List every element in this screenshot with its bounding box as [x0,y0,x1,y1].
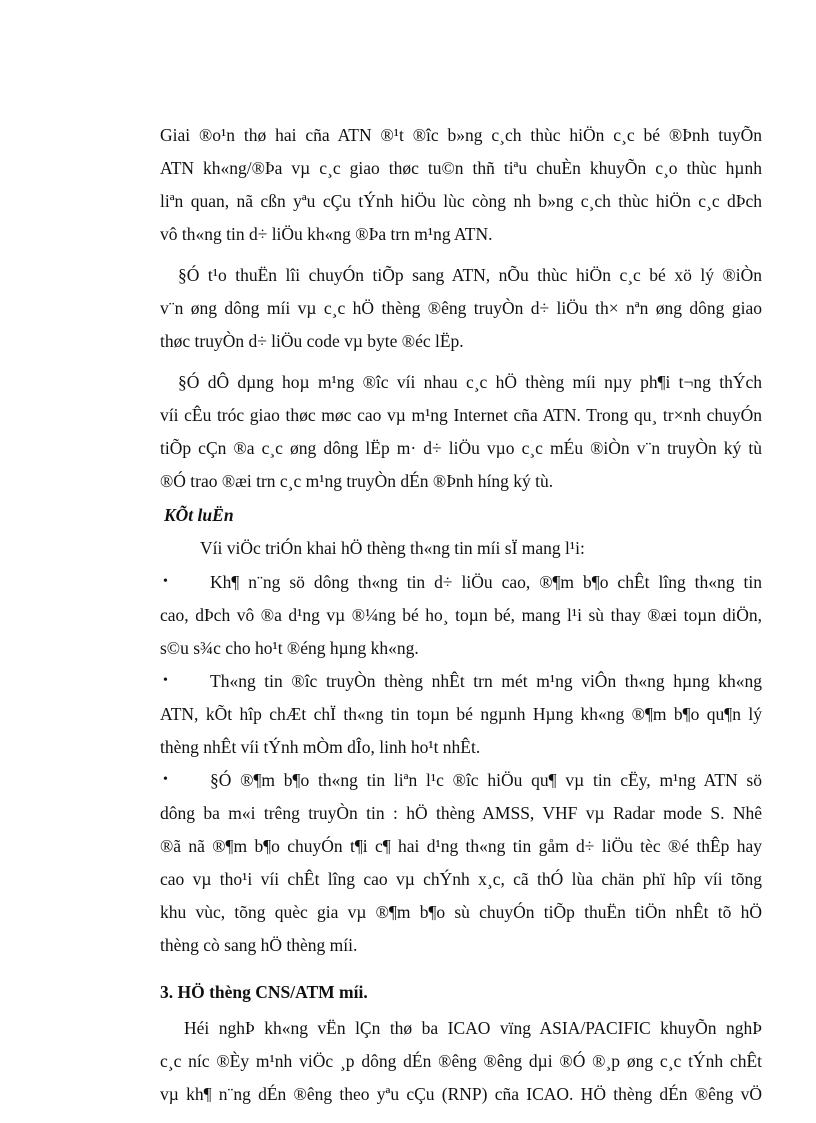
paragraph-2-line-3: thøc truyÒn d÷ liÖu code vµ byte ®éc lËp. [160,331,464,351]
paragraph-1-line-3: liªn quan, nã cßn yªu cÇu tÝnh hiÖu lùc còng nh b»ng c¸ch thùc hiÖn c¸c dÞch [160,191,762,211]
paragraph-3-line-4: ®Ó trao ®æi trn c¸c m¹ng truyÒn dÉn ®Þnh híng ký tù. [160,471,554,491]
bullet-3-line-1: §Ó ®¶m b¶o th«ng tin liªn l¹c ®îc hiÖu qu¶ vµ tin cËy, m¹ng ATN sö [210,770,762,790]
bullet-3-line-5: khu vùc, tõng quèc gia vµ ®¶m b¶o sù chuyÓn tiÕp thuËn tiÖn nhÊt tõ hÖ [160,902,762,922]
bullet-1-line-1: Kh¶ n¨ng sö dông th«ng tin d÷ liÖu cao, ®¶m b¶o chÊt lîng th«ng tin [210,572,762,592]
bullet-2-line-2: ATN, kÕt hîp chÆt chÏ th«ng tin toµn bé ngµnh Hµng kh«ng ®¶m b¶o qu¶n lý [160,704,762,724]
paragraph-2-line-1: §Ó t¹o thuËn lîi chuyÓn tiÕp sang ATN, nÕu thùc hiÖn c¸c bé xö lý ®iÒn [178,265,762,285]
bullet-3-line-3: ®ã nã ®¶m b¶o chuyÓn t¶i c¶ hai d¹ng th«ng tin gåm d÷ liÖu tèc ®é thÊp hay [160,836,762,856]
paragraph-2-line-2: v¨n øng dông míi vµ c¸c hÖ thèng ®êng truyÒn d÷ liÖu th× nªn øng dông giao [160,298,762,318]
bullet-marker: • [163,673,168,688]
paragraph-1-line-1: Giai ®o¹n thø hai cña ATN ®¹t ®îc b»ng c¸ch thùc hiÖn c¸c bé ®Þnh tuyÕn [160,125,762,145]
section-3-line-2: c¸c níc ®Èy m¹nh viÖc ¸p dông dÉn ®êng ®êng dµi ®Ó ®¸p øng c¸c tÝnh chÊt [160,1051,762,1071]
bullet-2-line-1: Th«ng tin ®îc truyÒn thèng nhÊt trn mét m¹ng viÔn th«ng hµng kh«ng [210,671,762,691]
section-3-line-3: vµ kh¶ n¨ng dÉn ®êng theo yªu cÇu (RNP) cña ICAO. HÖ thèng dÉn ®êng vÖ [160,1084,762,1104]
bullet-marker: • [163,574,168,589]
bullet-marker: • [163,772,168,787]
section-3-line-1: Héi nghÞ kh«ng vËn lÇn thø ba ICAO vïng ASIA/PACIFIC khuyÕn nghÞ [184,1018,762,1038]
bullet-1-line-2: cao, dÞch vô ®a d¹ng vµ ®¼ng bé ho¸ toµn bé, mang l¹i sù thay ®æi toµn diÖn, [160,605,762,625]
paragraph-3-line-3: tiÕp cÇn ®a c¸c øng dông lËp m· d÷ liÖu vµo c¸c mÉu ®iÒn v¨n truyÒn ký tù [160,438,762,458]
paragraph-3-line-1: §Ó dÔ dµng hoµ m¹ng ®îc víi nhau c¸c hÖ thèng míi nµy ph¶i t¬ng thÝch [178,372,762,392]
bullet-3-line-4: cao vµ tho¹i víi chÊt lîng cao vµ chÝnh x¸c, cã thÓ lùa chän phï hîp víi tõng [160,869,762,889]
bullet-2-line-3: thèng nhÊt víi tÝnh mÒm dÎo, linh ho¹t nhÊt. [160,737,481,757]
paragraph-1-line-2: ATN kh«ng/®Þa vµ c¸c giao thøc tu©n thñ tiªu chuÈn khuyÕn c¸o thùc hµnh [160,158,762,178]
section-3-heading: 3. HÖ thèng CNS/ATM míi. [160,982,368,1002]
conclusion-heading: KÕt luËn [164,505,234,525]
paragraph-3-line-2: víi cÊu tróc giao thøc møc cao vµ m¹ng Internet cña ATN. Trong qu¸ tr×nh chuyÓn [160,405,762,425]
bullet-1-line-3: s©u s¾c cho ho¹t ®éng hµng kh«ng. [160,638,419,658]
bullet-3-line-6: thèng cò sang hÖ thèng míi. [160,935,358,955]
paragraph-1-line-4: vô th«ng tin d÷ liÖu kh«ng ®Þa trn m¹ng ATN. [160,224,493,244]
bullet-3-line-2: dông ba m«i trêng truyÒn tin : hÖ thèng AMSS, VHF vµ Radar mode S. Nhê [160,803,762,823]
conclusion-intro: Víi viÖc triÓn khai hÖ thèng th«ng tin míi sÏ mang l¹i: [200,538,585,558]
